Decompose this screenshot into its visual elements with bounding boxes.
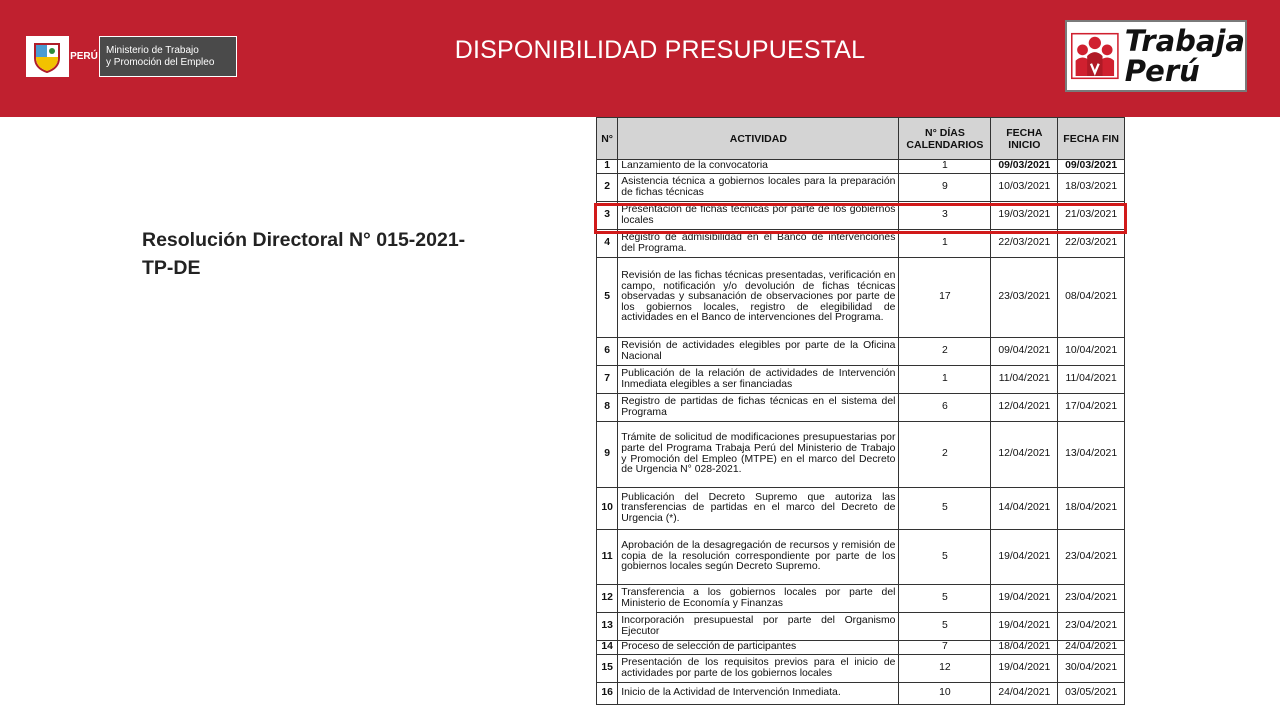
row-end-date: 22/03/2021 xyxy=(1058,230,1125,258)
column-header-activity: ACTIVIDAD xyxy=(618,118,899,160)
row-activity: Inicio de la Actividad de Intervención Inmediata. xyxy=(618,683,899,705)
row-start-date: 09/03/2021 xyxy=(991,160,1058,174)
row-start-date: 12/04/2021 xyxy=(991,422,1058,488)
table-row xyxy=(597,422,1125,488)
row-activity: Presentación de los requisitos previos para el inicio de actividades por parte de los gobiernos locales xyxy=(618,655,899,683)
table-row xyxy=(597,230,1125,258)
row-end-date: 23/04/2021 xyxy=(1058,585,1125,613)
trabaja-peru-mark-icon xyxy=(1071,26,1119,86)
table-row xyxy=(597,585,1125,613)
row-activity: Publicación del Decreto Supremo que autoriza las transferencias de partidas en el marco del Decreto de Urgencia (*). xyxy=(618,488,899,530)
row-start-date: 23/03/2021 xyxy=(991,258,1058,338)
row-number: 8 xyxy=(597,394,618,422)
row-days: 17 xyxy=(899,258,991,338)
row-activity: Lanzamiento de la convocatoria xyxy=(618,160,899,174)
row-activity: Transferencia a los gobiernos locales por parte del Ministerio de Economía y Finanzas xyxy=(618,585,899,613)
ministry-logo xyxy=(26,36,237,77)
table-row xyxy=(597,641,1125,655)
row-activity: Revisión de las fichas técnicas presentadas, verificación en campo, notificación y/o devolución de fichas técnicas observadas y subsanación de observaciones por parte de los gobiernos locales, registro de elegibilidad de actividades en el Banco de intervenciones del Programa. xyxy=(618,258,899,338)
row-number: 5 xyxy=(597,258,618,338)
table-header-row xyxy=(597,118,1125,160)
row-start-date: 11/04/2021 xyxy=(991,366,1058,394)
row-number: 9 xyxy=(597,422,618,488)
schedule-table xyxy=(596,117,1125,705)
row-number: 6 xyxy=(597,338,618,366)
row-end-date: 24/04/2021 xyxy=(1058,641,1125,655)
row-days: 1 xyxy=(899,160,991,174)
schedule-table-container xyxy=(596,117,1126,720)
ministry-name-line2: y Promoción del Empleo xyxy=(106,56,215,68)
row-start-date: 22/03/2021 xyxy=(991,230,1058,258)
row-number: 16 xyxy=(597,683,618,705)
row-activity: Aprobación de la desagregación de recursos y remisión de copia de la resolución correspondiente por parte de los gobiernos locales según Decreto Supremo. xyxy=(618,530,899,585)
table-row xyxy=(597,202,1125,230)
row-activity: Trámite de solicitud de modificaciones presupuestarias por parte del Programa Trabaja Perú del Ministerio de Trabajo y Promoción del Empleo (MTPE) en el marco del Decreto de Urgencia N° 028-2021. xyxy=(618,422,899,488)
resolution-reference: Resolución Directoral N° 015-2021-TP-DE xyxy=(142,229,466,279)
row-activity: Asistencia técnica a gobiernos locales para la preparación de fichas técnicas xyxy=(618,174,899,202)
wordmark-line2: Perú xyxy=(1124,54,1200,88)
table-row xyxy=(597,174,1125,202)
row-number: 1 xyxy=(597,160,618,174)
trabaja-peru-wordmark xyxy=(1125,26,1245,86)
row-number: 7 xyxy=(597,366,618,394)
table-row xyxy=(597,655,1125,683)
row-end-date: 03/05/2021 xyxy=(1058,683,1125,705)
row-start-date: 14/04/2021 xyxy=(991,488,1058,530)
row-end-date: 11/04/2021 xyxy=(1058,366,1125,394)
row-number: 12 xyxy=(597,585,618,613)
coat-of-arms-icon xyxy=(26,36,68,77)
row-end-date: 10/04/2021 xyxy=(1058,338,1125,366)
table-row xyxy=(597,488,1125,530)
row-days: 1 xyxy=(899,366,991,394)
row-activity: Presentación de fichas técnicas por parte de los gobiernos locales xyxy=(618,202,899,230)
column-header-number: N° xyxy=(597,118,618,160)
row-start-date: 19/04/2021 xyxy=(991,655,1058,683)
row-end-date: 13/04/2021 xyxy=(1058,422,1125,488)
row-start-date: 09/04/2021 xyxy=(991,338,1058,366)
row-activity: Proceso de selección de participantes xyxy=(618,641,899,655)
row-end-date: 23/04/2021 xyxy=(1058,530,1125,585)
row-days: 2 xyxy=(899,338,991,366)
row-start-date: 19/04/2021 xyxy=(991,585,1058,613)
row-days: 5 xyxy=(899,585,991,613)
row-number: 10 xyxy=(597,488,618,530)
table-row xyxy=(597,394,1125,422)
row-number: 15 xyxy=(597,655,618,683)
row-days: 6 xyxy=(899,394,991,422)
row-days: 5 xyxy=(899,530,991,585)
table-row xyxy=(597,366,1125,394)
row-activity: Revisión de actividades elegibles por parte de la Oficina Nacional xyxy=(618,338,899,366)
column-header-end-date: FECHA FIN xyxy=(1058,118,1125,160)
row-end-date: 21/03/2021 xyxy=(1058,202,1125,230)
row-end-date: 30/04/2021 xyxy=(1058,655,1125,683)
row-start-date: 10/03/2021 xyxy=(991,174,1058,202)
row-days: 12 xyxy=(899,655,991,683)
row-days: 1 xyxy=(899,230,991,258)
trabaja-peru-logo xyxy=(1065,20,1247,92)
row-end-date: 17/04/2021 xyxy=(1058,394,1125,422)
table-row xyxy=(597,258,1125,338)
row-end-date: 18/04/2021 xyxy=(1058,488,1125,530)
row-number: 2 xyxy=(597,174,618,202)
row-activity: Registro de partidas de fichas técnicas en el sistema del Programa xyxy=(618,394,899,422)
row-start-date: 12/04/2021 xyxy=(991,394,1058,422)
page-title: DISPONIBILIDAD PRESUPUESTAL xyxy=(454,36,866,64)
row-end-date: 23/04/2021 xyxy=(1058,613,1125,641)
row-number: 3 xyxy=(597,202,618,230)
row-start-date: 18/04/2021 xyxy=(991,641,1058,655)
country-label: PERÚ xyxy=(68,36,99,77)
row-start-date: 24/04/2021 xyxy=(991,683,1058,705)
row-days: 5 xyxy=(899,613,991,641)
row-days: 10 xyxy=(899,683,991,705)
row-days: 3 xyxy=(899,202,991,230)
row-number: 14 xyxy=(597,641,618,655)
row-days: 5 xyxy=(899,488,991,530)
table-row xyxy=(597,160,1125,174)
row-days: 9 xyxy=(899,174,991,202)
row-days: 2 xyxy=(899,422,991,488)
row-end-date: 18/03/2021 xyxy=(1058,174,1125,202)
row-number: 4 xyxy=(597,230,618,258)
table-row xyxy=(597,683,1125,705)
row-start-date: 19/04/2021 xyxy=(991,613,1058,641)
table-body xyxy=(597,160,1125,705)
ministry-name xyxy=(99,36,237,77)
row-number: 11 xyxy=(597,530,618,585)
row-activity: Registro de admisibilidad en el Banco de intervenciones del Programa. xyxy=(618,230,899,258)
row-end-date: 08/04/2021 xyxy=(1058,258,1125,338)
row-activity: Publicación de la relación de actividades de Intervención Inmediata elegibles a ser financiadas xyxy=(618,366,899,394)
header-banner xyxy=(0,0,1280,117)
row-start-date: 19/03/2021 xyxy=(991,202,1058,230)
row-start-date: 19/04/2021 xyxy=(991,530,1058,585)
row-activity: Incorporación presupuestal por parte del Organismo Ejecutor xyxy=(618,613,899,641)
row-days: 7 xyxy=(899,641,991,655)
wordmark-line1: Trabaja xyxy=(1124,24,1245,58)
row-number: 13 xyxy=(597,613,618,641)
column-header-start-date: FECHA INICIO xyxy=(991,118,1058,160)
table-row xyxy=(597,613,1125,641)
table-row xyxy=(597,530,1125,585)
row-end-date: 09/03/2021 xyxy=(1058,160,1125,174)
table-row xyxy=(597,338,1125,366)
column-header-days: N° DÍAS CALENDARIOS xyxy=(899,118,991,160)
ministry-name-line1: Ministerio de Trabajo xyxy=(106,44,199,56)
